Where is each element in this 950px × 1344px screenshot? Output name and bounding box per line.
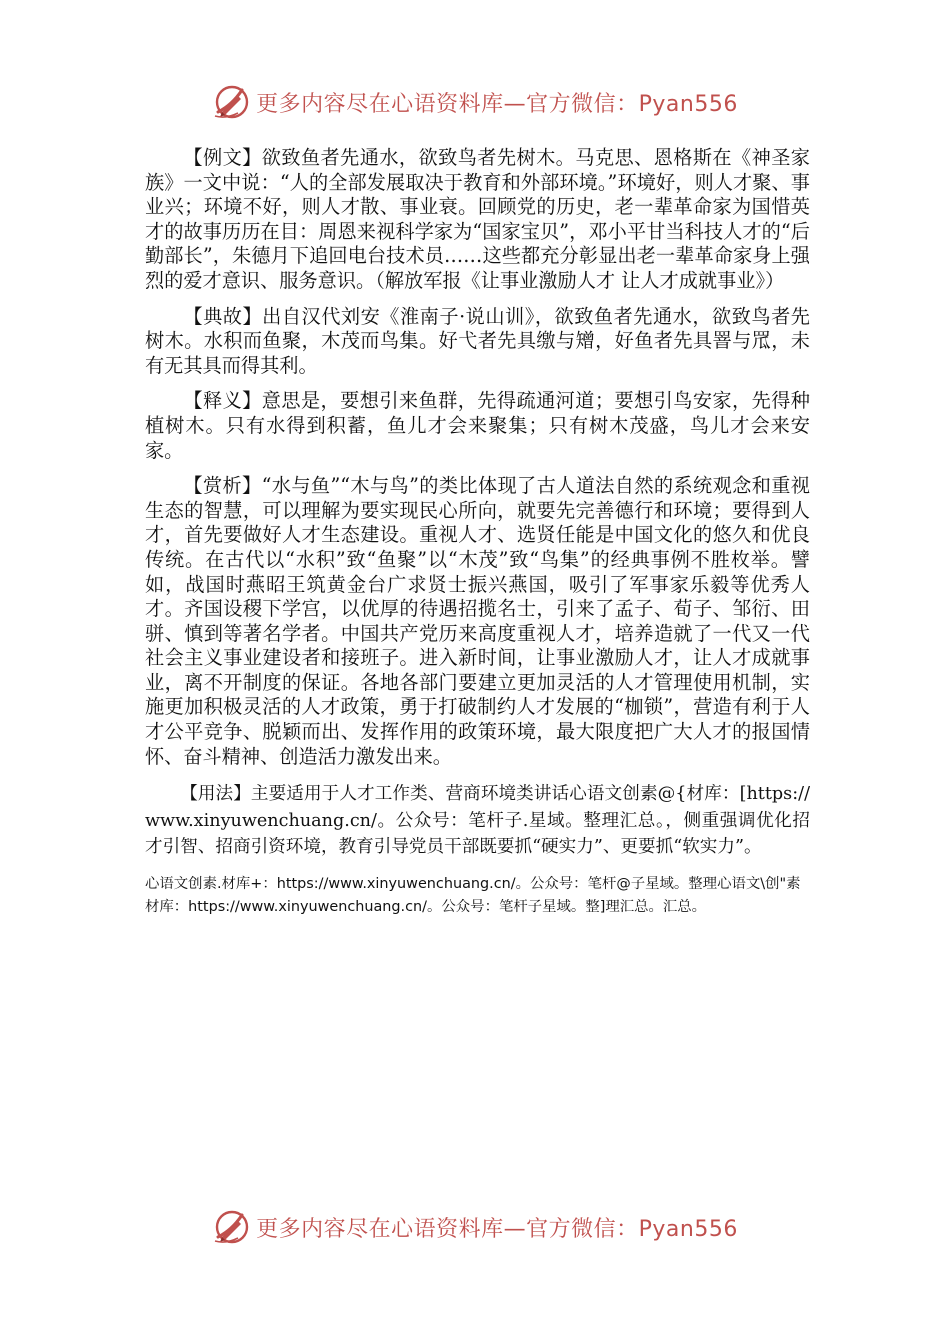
footer-banner-text: 更多内容尽在心语资料库—官方微信：Pyan556 bbox=[256, 1216, 738, 1242]
pen-seal-icon bbox=[212, 1207, 252, 1247]
source-note: 心语文创素.材库+：https://www.xinyuwenchuang.cn/。公众号：笔杆@子星域。整理心语文\创"素材库：https://www.xinyuwenchuang.cn/。公众号：笔杆子星域。整]理汇总。汇总。 bbox=[145, 875, 801, 916]
allusion-paragraph: 【典故】出自汉代刘安《淮南子·说山训》，欲致鱼者先通水，欲致鸟者先树木。水积而鱼聚，木茂而鸟集。好弋者先具缴与矰，好鱼者先具罯与罛，未有无其具而得其利。 bbox=[145, 304, 810, 377]
appreciation-paragraph: 【赏析】“水与鱼”“木与鸟”的类比体现了古人道法自然的系统观念和重视生态的智慧，可以理解为要实现民心所向，就要先完善德行和环境；要得到人才，首先要做好人才生态建设。重视人才、选贤任能是中国文化的悠久和优良传统。在古代以“水积”致“鱼聚”以“木茂”致“鸟集”的经典事例不胜枚举。譬如，战国时燕昭王筑黄金台广求贤士振兴燕国，吸引了军事家乐毅等优秀人才。齐国设稷下学宫，以优厚的待遇招揽名士，引来了孟子、荀子、邹衍、田骈、慎到等著名学者。中国共产党历来高度重视人才，培养造就了一代又一代社会主义事业建设者和接班子。进入新时间，让事业激励人才，让人才成就事业，离不开制度的保证。各地各部门要建立更加灵活的人才管理使用机制，实施更加积极灵活的人才政策，勇于打破制约人才发展的“枷锁”，营造有利于人才公平竞争、脱颖而出、发挥作用的政策环境，最大限度把广大人才的报国情怀、奋斗精神、创造活力激发出来。 bbox=[145, 474, 810, 768]
header-banner-text: 更多内容尽在心语资料库—官方微信：Pyan556 bbox=[256, 91, 738, 117]
header-banner bbox=[0, 82, 950, 122]
meaning-paragraph: 【释义】意思是，要想引来鱼群，先得疏通河道；要想引鸟安家，先得种植树木。只有水得到积蓄，鱼儿才会来聚集；只有树木茂盛，鸟儿才会来安家。 bbox=[145, 389, 810, 462]
example-paragraph: 【例文】欲致鱼者先通水，欲致鸟者先树木。马克思、恩格斯在《神圣家族》一文中说：“人的全部发展取决于教育和外部环境。”环境好，则人才聚、事业兴；环境不好，则人才散、事业衰。回顾党的历史，老一辈革命家为国惜英才的故事历历在目：周恩来视科学家为“国家宝贝”，邓小平甘当科技人才的“后勤部长”，朱德月下追回电台技术员……这些都充分彰显出老一辈革命家身上强烈的爱才意识、服务意识。（解放军报《让事业激励人才 让人才成就事业》） bbox=[145, 146, 810, 292]
footer-banner bbox=[0, 1207, 950, 1247]
usage-paragraph: 【用法】主要适用于人才工作类、营商环境类讲话心语文创素@{材库：[https://www.xinyuwenchuang.cn/。公众号：笔杆子.星域。整理汇总。，侧重强调优化招才引智、招商引资环境，教育引导党员干部既要抓“硬实力”、更要抓“软实力”。 bbox=[145, 784, 810, 858]
pen-seal-icon bbox=[212, 82, 252, 122]
document-body bbox=[145, 146, 810, 920]
